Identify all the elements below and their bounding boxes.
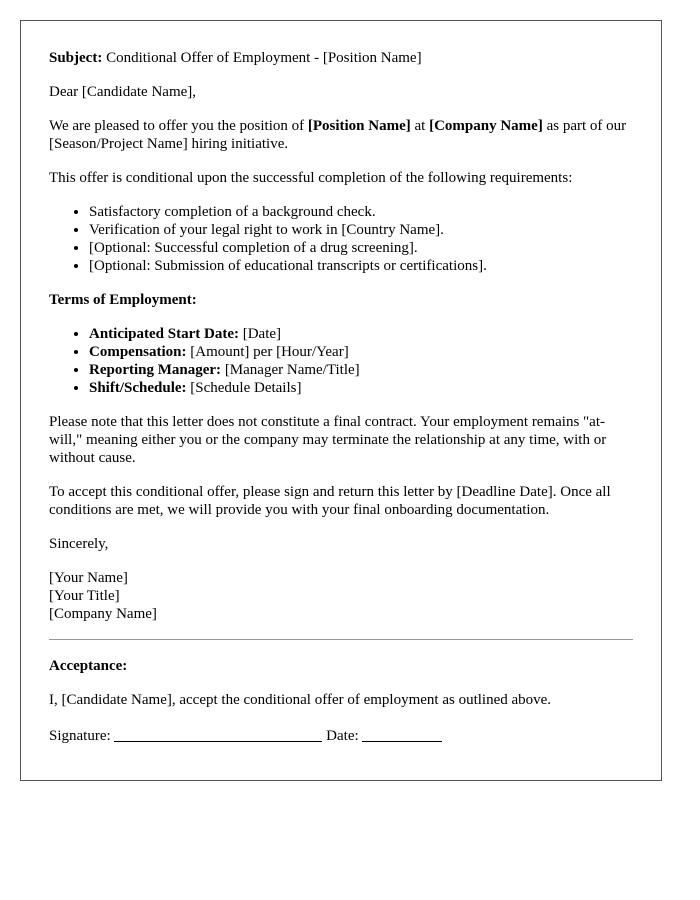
salutation: Dear [Candidate Name], — [49, 84, 197, 100]
requirement-item: • [Optional: Successful completion of a drug screening]. — [89, 239, 633, 257]
sender-company: [Company Name] — [49, 606, 157, 622]
acceptance-instructions: To accept this conditional offer, please sign and return this letter by [Deadline Date]. Once all conditions are met, we will provide you with your final onboarding documentation. — [49, 484, 611, 518]
requirement-item: • Satisfactory completion of a background check. — [89, 203, 633, 221]
at-will-note: Please note that this letter does not constitute a final contract. Your employment remains "at-will," meaning either you or the company may terminate the relationship at any time, with or without cause. — [49, 414, 607, 466]
term-label: Shift/Schedule: — [89, 380, 187, 396]
intro-paragraph — [49, 117, 633, 153]
intro-company: [Company Name] — [429, 118, 543, 134]
sender-name: [Your Name] — [49, 570, 128, 586]
closing: Sincerely, — [49, 536, 109, 552]
term-value: [Schedule Details] — [186, 380, 302, 396]
conditions-intro: This offer is conditional upon the successful completion of the following requirements: — [49, 170, 573, 186]
intro-text-2: at — [410, 118, 430, 134]
requirement-item: • [Optional: Submission of educational transcripts or certifications]. — [89, 257, 633, 275]
term-item — [89, 361, 633, 379]
intro-text-1: We are pleased to offer you the position of — [49, 118, 308, 134]
intro-position: [Position Name] — [307, 118, 411, 134]
term-label: Anticipated Start Date: — [89, 326, 239, 342]
date-line[interactable] — [362, 727, 442, 742]
term-item — [89, 379, 633, 397]
term-value: [Amount] per [Hour/Year] — [186, 344, 349, 360]
requirements-list — [49, 203, 633, 275]
term-value: [Manager Name/Title] — [221, 362, 360, 378]
term-item — [89, 343, 633, 361]
sender-title: [Your Title] — [49, 588, 120, 604]
subject-line — [49, 49, 633, 67]
section-divider — [49, 639, 633, 640]
sender-block — [49, 569, 633, 623]
subject-text: Conditional Offer of Employment - [Position Name] — [102, 50, 422, 66]
acceptance-heading: Acceptance: — [49, 658, 128, 674]
terms-heading: Terms of Employment: — [49, 292, 197, 308]
term-value: [Date] — [238, 326, 282, 342]
signature-row — [49, 725, 633, 745]
signature-label: Signature: — [49, 728, 115, 744]
term-item — [89, 325, 633, 343]
term-label: Reporting Manager: — [89, 362, 222, 378]
intro-text-3: as part of our [Season/Project Name] hiring initiative. — [49, 118, 627, 152]
acceptance-statement: I, [Candidate Name], accept the conditional offer of employment as outlined above. — [49, 692, 552, 708]
terms-list — [49, 325, 633, 397]
requirement-item: • Verification of your legal right to work in [Country Name]. — [89, 221, 633, 239]
signature-line[interactable] — [114, 727, 322, 742]
subject-label: Subject: — [49, 50, 103, 66]
term-label: Compensation: — [89, 344, 187, 360]
offer-letter — [20, 20, 662, 781]
date-label: Date: — [322, 728, 363, 744]
